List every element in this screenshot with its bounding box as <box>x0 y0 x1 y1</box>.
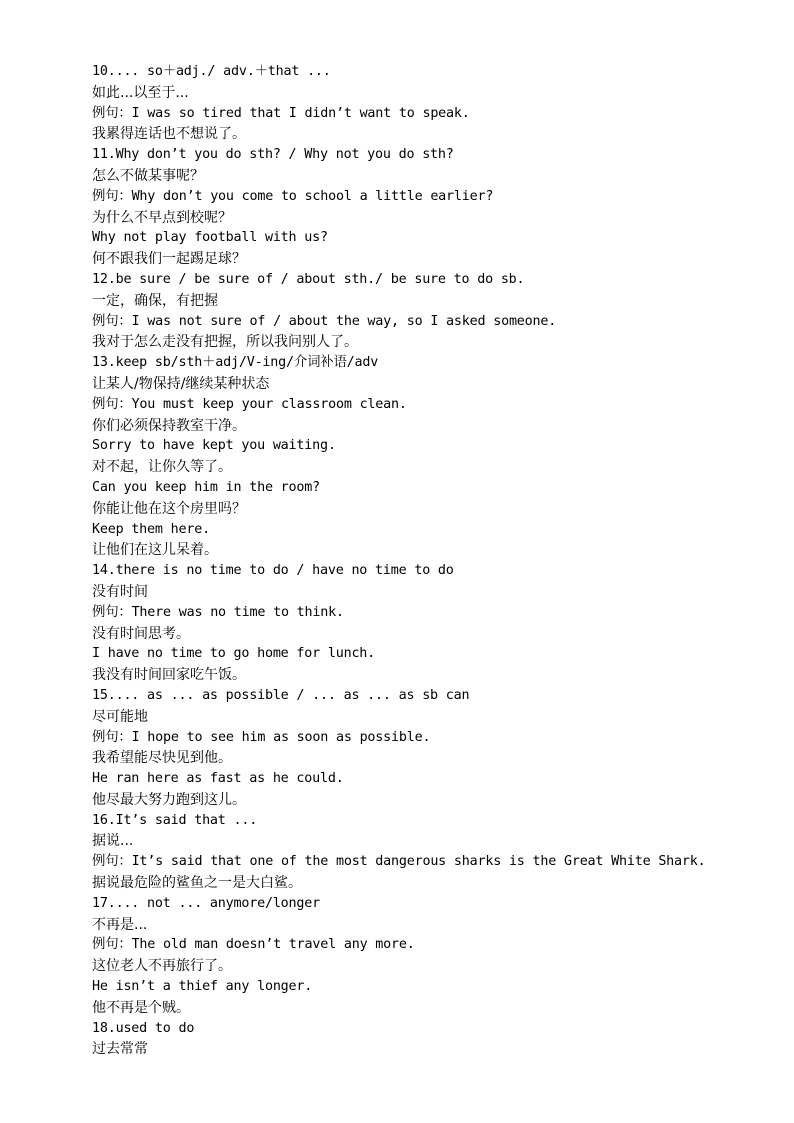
example-line: Why not play football with us? <box>92 230 328 246</box>
example-line: Keep them here. <box>92 521 210 537</box>
translation-line: 他不再是个贼。 <box>92 999 190 1016</box>
example-line: 例句：I hope to see him as soon as possible. <box>92 729 431 745</box>
translation-line: 何不跟我们一起踢足球？ <box>92 251 246 268</box>
example-line: 13.keep sb/sth＋adj/V-ing/介词补语/adv <box>92 355 379 371</box>
translation-line: 一定，确保，有把握 <box>92 292 218 309</box>
translation-line: 据说最危险的鲨鱼之一是大白鲨。 <box>92 875 302 892</box>
example-line: 例句：The old man doesn’t travel any more. <box>92 937 415 953</box>
translation-line: 我没有时间回家吃午饭。 <box>92 667 246 684</box>
translation-line: 我累得连话也不想说了。 <box>92 126 246 143</box>
example-line: He ran here as fast as he could. <box>92 771 344 787</box>
example-line: Can you keep him in the room? <box>92 479 320 495</box>
translation-line: 据说... <box>92 833 134 850</box>
translation-line: 为什么不早点到校呢？ <box>92 209 232 226</box>
translation-line: 怎么不做某事呢？ <box>92 167 204 184</box>
translation-line: 让某人/物保持/继续某种状态 <box>92 375 270 392</box>
example-line: 例句：I was so tired that I didn’t want to speak. <box>92 105 470 121</box>
translation-line: 过去常常 <box>92 1041 148 1058</box>
example-line: 例句：I was not sure of / about the way, so I asked someone. <box>92 313 557 329</box>
example-line: 16.It’s said that ... <box>92 812 258 828</box>
translation-line: 如此...以至于... <box>92 84 189 101</box>
example-line: 12.be sure / be sure of / about sth./ be sure to do sb. <box>92 271 525 287</box>
translation-line: 对不起，让你久等了。 <box>92 459 232 476</box>
example-line: 14.there is no time to do / have no time to do <box>92 563 454 579</box>
translation-line: 他尽最大努力跑到这儿。 <box>92 791 246 808</box>
example-line: 18.used to do <box>92 1020 195 1036</box>
example-line: 10.... so＋adj./ adv.＋that ... <box>92 64 331 79</box>
translation-line: 尽可能地 <box>92 708 148 725</box>
translation-line: 这位老人不再旅行了。 <box>92 958 232 975</box>
example-line: 例句：There was no time to think. <box>92 604 344 620</box>
translation-line: 你能让他在这个房里吗？ <box>92 500 246 517</box>
example-line: He isn’t a thief any longer. <box>92 979 313 995</box>
example-line: Sorry to have kept you waiting. <box>92 438 336 454</box>
example-line: 17.... not ... anymore/longer <box>92 895 320 911</box>
example-line: I have no time to go home for lunch. <box>92 646 376 662</box>
example-line: 11.Why don’t you do sth? / Why not you do sth? <box>92 147 454 163</box>
example-line: 15.... as ... as possible / ... as ... as sb can <box>92 687 470 703</box>
translation-line: 没有时间思考。 <box>92 625 190 642</box>
example-line: 例句：It’s said that one of the most dangerous sharks is the Great White Shark. <box>92 854 706 870</box>
translation-line: 不再是... <box>92 916 148 933</box>
translation-line: 没有时间 <box>92 583 148 600</box>
translation-line: 你们必须保持教室干净。 <box>92 417 246 434</box>
translation-line: 我对于怎么走没有把握，所以我问别人了。 <box>92 334 358 351</box>
example-line: 例句：Why don’t you come to school a little earlier? <box>92 188 494 204</box>
example-line: 例句：You must keep your classroom clean. <box>92 396 407 412</box>
translation-line: 我希望能尽快见到他。 <box>92 750 232 767</box>
translation-line: 让他们在这儿呆着。 <box>92 542 218 559</box>
document-page <box>92 62 772 1060</box>
